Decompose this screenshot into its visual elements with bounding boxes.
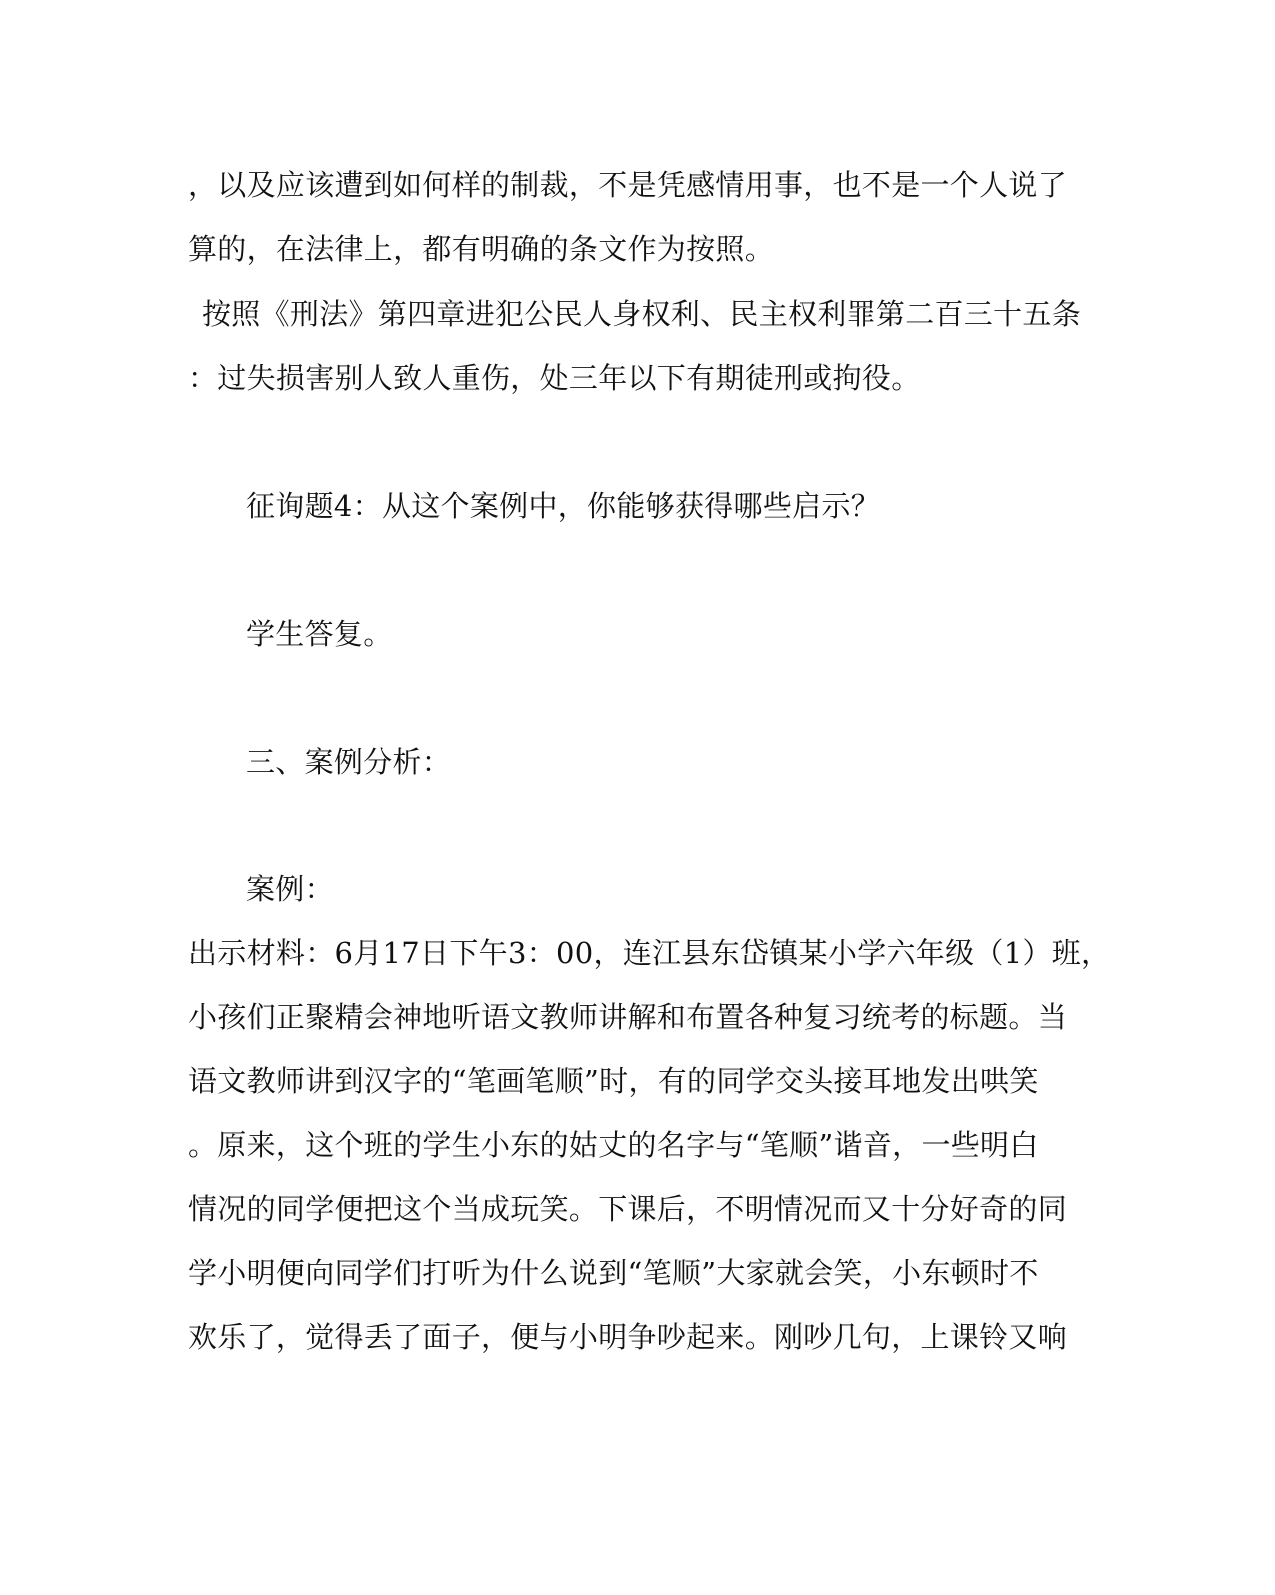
text-line-9: 出示材料：6月17日下午3：00，连江县东岱镇某小学六年级（1）班， xyxy=(188,936,1111,970)
text-line-11: 语文教师讲到汉字的“笔画笔顺”时，有的同学交头接耳地发出哄笑 xyxy=(188,1064,1039,1098)
text-line-3: 按照《刑法》第四章进犯公民人身权利、民主权利罪第二百三十五条 xyxy=(202,297,1082,331)
case-label: 案例： xyxy=(246,872,334,906)
text-line-14: 学小明便向同学们打听为什么说到“笔顺”大家就会笑，小东顿时不 xyxy=(188,1256,1039,1290)
text-line-13: 情况的同学便把这个当成玩笑。下课后，不明情况而又十分好奇的同 xyxy=(188,1192,1068,1226)
text-line-12: 。原来，这个班的学生小东的姑丈的名字与“笔顺”谐音，一些明白 xyxy=(188,1128,1039,1162)
text-line-2: 算的，在法律上，都有明确的条文作为按照。 xyxy=(188,232,775,266)
text-line-10: 小孩们正聚精会神地听语文教师讲解和布置各种复习统考的标题。当 xyxy=(188,1000,1068,1034)
section-heading: 三、案例分析： xyxy=(246,745,452,779)
text-line-4: ：过失损害别人致人重伤，处三年以下有期徒刑或拘役。 xyxy=(188,361,921,395)
text-line-15: 欢乐了，觉得丢了面子，便与小明争吵起来。刚吵几句，上课铃又响 xyxy=(188,1320,1068,1354)
student-answer: 学生答复。 xyxy=(246,617,393,651)
question-4: 征询题4：从这个案例中，你能够获得哪些启示？ xyxy=(246,489,881,523)
text-line-1: ，以及应该遭到如何样的制裁，不是凭感情用事，也不是一个人说了 xyxy=(188,168,1068,202)
